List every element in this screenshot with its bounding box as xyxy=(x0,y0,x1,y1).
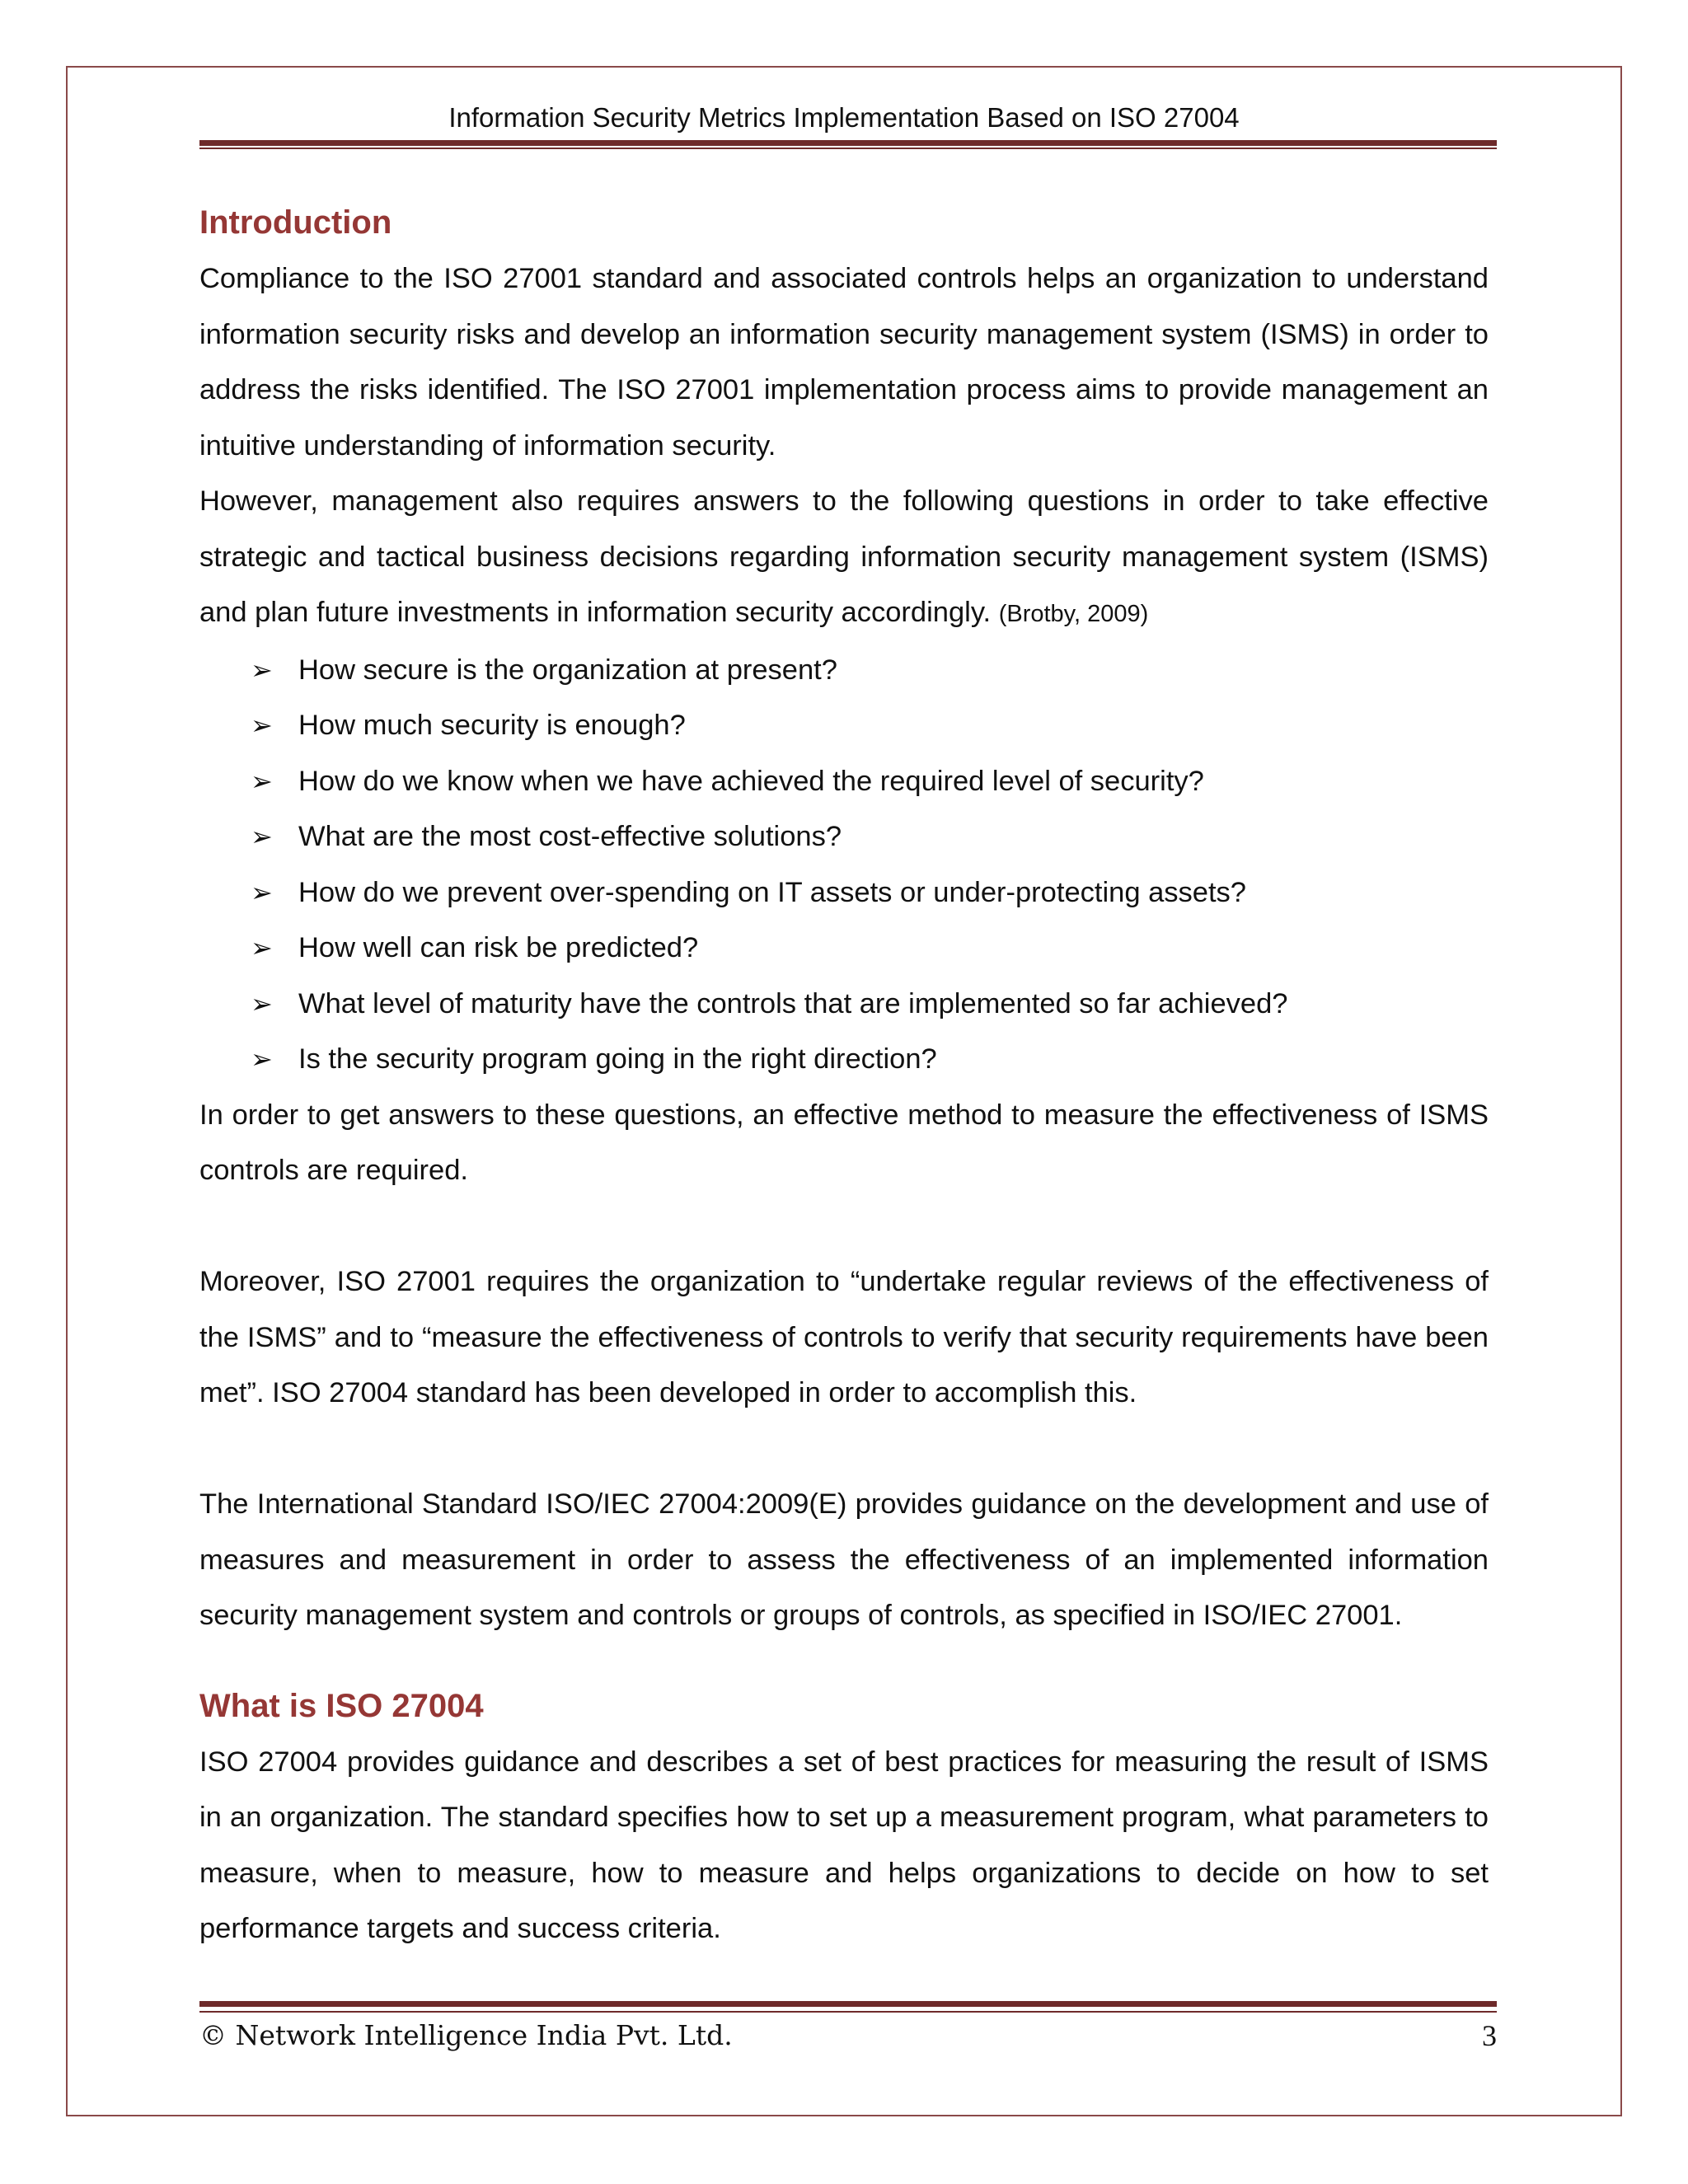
list-item: ➢ How secure is the organization at present? xyxy=(199,643,1489,699)
list-item: ➢ What are the most cost-effective solutions? xyxy=(199,809,1489,865)
list-item: ➢ What level of maturity have the controls that are implemented so far achieved? xyxy=(199,977,1489,1033)
arrow-bullet-icon: ➢ xyxy=(251,710,273,740)
list-item: ➢ How do we know when we have achieved the required level of security? xyxy=(199,754,1489,810)
section-heading-introduction: Introduction xyxy=(199,204,392,241)
what-is-paragraph-1: ISO 27004 provides guidance and describes a set of best practices for measuring the result of ISMS in an organization. The standard specifies how to set up a measurement program, what parameters to measure, when to measure, how to measure and helps organizations to decide on how to set performance targets and success criteria. xyxy=(199,1746,1489,1944)
intro-paragraph-2-text: However, management also requires answers to the following questions in order to take effective strategic and tactical business decisions regarding information security management system (ISMS) and plan future investments in information security accordingly. xyxy=(199,485,1489,628)
spacer xyxy=(199,1644,1489,1677)
list-item: ➢ Is the security program going in the right direction? xyxy=(199,1032,1489,1088)
arrow-bullet-icon: ➢ xyxy=(251,654,273,685)
intro-paragraph-4: Moreover, ISO 27001 requires the organization to “undertake regular reviews of the effectiveness of the ISMS” and to “measure the effectiveness of controls to verify that security requirements have been met”. ISO 27004 standard has been developed in order to accomplish this. xyxy=(199,1266,1489,1408)
arrow-bullet-icon: ➢ xyxy=(251,822,273,851)
list-item: ➢ How much security is enough? xyxy=(199,698,1489,754)
arrow-bullet-icon: ➢ xyxy=(251,988,273,1019)
arrow-bullet-icon: ➢ xyxy=(251,877,273,907)
intro-paragraph-1: Compliance to the ISO 27001 standard and associated controls helps an organization to understand information security risks and develop an information security management system (ISMS) in order to address the risks identified. The ISO 27001 implementation process aims to provide management an intuitive understanding of information security. xyxy=(199,263,1489,462)
arrow-bullet-icon: ➢ xyxy=(251,766,273,796)
document-body xyxy=(199,194,1489,1957)
arrow-bullet-icon: ➢ xyxy=(251,933,273,963)
citation: (Brotby, 2009) xyxy=(998,601,1149,627)
page-number: 3 xyxy=(1482,2019,1497,2052)
spacer xyxy=(199,1422,1489,1478)
arrow-bullet-icon: ➢ xyxy=(251,1044,273,1074)
intro-paragraph-2 xyxy=(199,474,1489,643)
section-heading-what-is-iso-27004: What is ISO 27004 xyxy=(199,1687,484,1724)
intro-paragraph-3: In order to get answers to these questions, an effective method to measure the effectiveness of ISMS controls are required. xyxy=(199,1099,1489,1186)
running-header-title: Information Security Metrics Implementation Based on ISO 27004 xyxy=(448,102,1240,133)
list-item: ➢ How well can risk be predicted? xyxy=(199,921,1489,977)
footer-rule-thick xyxy=(199,2001,1497,2007)
header-rule-thin xyxy=(199,148,1497,149)
question-list xyxy=(199,643,1489,1088)
spacer xyxy=(199,1199,1489,1255)
list-item: ➢ How do we prevent over-spending on IT assets or under-protecting assets? xyxy=(199,865,1489,921)
header-rule-thick xyxy=(199,140,1497,146)
intro-paragraph-5: The International Standard ISO/IEC 27004:2009(E) provides guidance on the development and use of measures and measurement in order to assess the effectiveness of an implemented information security management system and controls or groups of controls, as specified in ISO/IEC 27001. xyxy=(199,1488,1489,1631)
footer-copyright: © Network Intelligence India Pvt. Ltd. xyxy=(199,2019,733,2051)
